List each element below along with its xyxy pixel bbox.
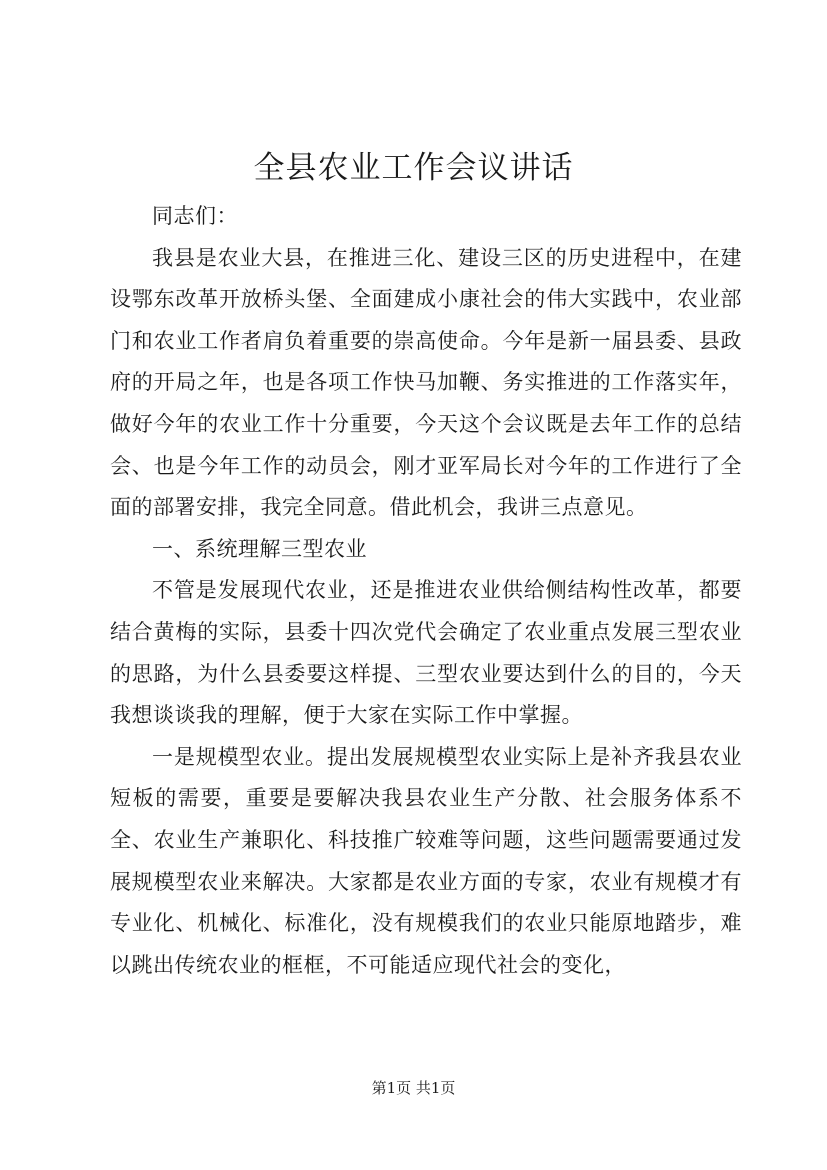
- section-heading: 一、系统理解三型农业: [152, 536, 367, 561]
- page-footer: 第1页 共1页: [371, 1079, 456, 1097]
- body-paragraph: 一是规模型农业。提出发展规模型农业实际上是补齐我县农业短板的需要，重要是要解决我县农业生产分散、社会服务体系不全、农业生产兼职化、科技推广较难等问题，这些问题需要通过发展规模型农业来解决。大家都是农业方面的专家，农业有规模才有专业化、机械化、标准化，没有规模我们的农业只能原地踏步，难以跳出传统农业的框框，不可能适应现代社会的变化，: [110, 744, 742, 977]
- salutation-paragraph: 同志们：: [152, 204, 238, 228]
- body-paragraph: 我县是农业大县，在推进三化、建设三区的历史进程中，在建设鄂东改革开放桥头堡、全面建成小康社会的伟大实践中，农业部门和农业工作者肩负着重要的崇高使命。今年是新一届县委、县政府的开局之年，也是各项工作快马加鞭、务实推进的工作落实年，做好今年的农业工作十分重要，今天这个会议既是去年工作的总结会、也是今年工作的动员会，刚才亚军局长对今年的工作进行了全面的部署安排，我完全同意。借此机会，我讲三点意见。: [110, 245, 742, 520]
- document-title: 全县农业工作会议讲话: [253, 150, 574, 186]
- document-body: [110, 196, 742, 986]
- body-paragraph: 不管是发展现代农业，还是推进农业供给侧结构性改革，都要结合黄梅的实际，县委十四次党代会确定了农业重点发展三型农业的思路，为什么县委要这样提、三型农业要达到什么的目的，今天我想谈谈我的理解，便于大家在实际工作中掌握。: [110, 578, 742, 728]
